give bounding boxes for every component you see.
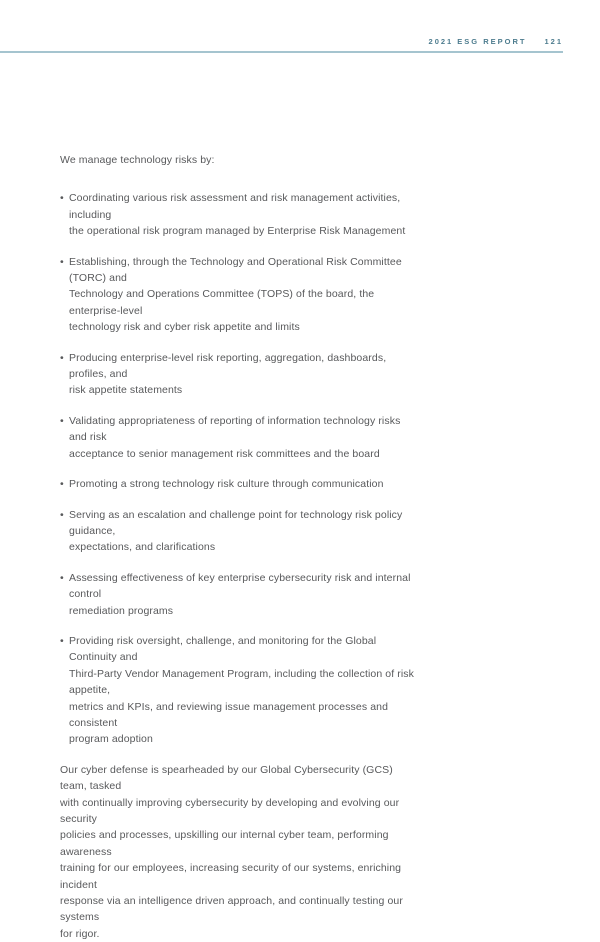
- bullet-text: [69, 413, 418, 462]
- bullet-item: [60, 633, 418, 748]
- bullet-marker: •: [60, 192, 64, 205]
- bullet-marker: •: [60, 571, 64, 584]
- bullet-marker: •: [60, 414, 64, 427]
- bullet-text: [69, 350, 418, 399]
- bullet-text-line: technology risk and cyber risk appetite and limits: [69, 321, 300, 334]
- bullet-text-line: Technology and Operations Committee (TOPS) of the board, the enterprise-level: [69, 288, 375, 317]
- bullet-text: [69, 633, 418, 748]
- bullet-text-line: Serving as an escalation and challenge point for technology risk policy guidance,: [69, 508, 403, 537]
- closing-paragraph: [60, 762, 418, 942]
- bullet-marker: •: [60, 351, 64, 364]
- bullet-text-line: Third-Party Vendor Management Program, including the collection of risk appetite,: [69, 667, 415, 697]
- paragraph-line: with continually improving cybersecurity by developing and evolving our security: [60, 796, 400, 825]
- bullet-text: [69, 507, 418, 556]
- header-text-row: [0, 37, 563, 46]
- bullet-marker: •: [60, 255, 64, 268]
- bullet-item: [60, 190, 418, 239]
- bullet-item: [60, 570, 418, 619]
- bullet-text-line: risk appetite statements: [69, 384, 183, 397]
- bullet-text-line: Producing enterprise-level risk reporting, aggregation, dashboards, profiles, and: [69, 351, 387, 381]
- bullet-text-line: metrics and KPIs, and reviewing issue management processes and consistent: [69, 700, 389, 729]
- paragraph-line: response via an intelligence driven approach, and continually testing our systems: [60, 895, 403, 924]
- bullet-item: [60, 350, 418, 399]
- page-body: [60, 152, 418, 942]
- bullet-text: [69, 254, 418, 336]
- paragraph-line: policies and processes, upskilling our internal cyber team, performing awareness: [60, 829, 389, 858]
- bullet-text-line: Assessing effectiveness of key enterprise cybersecurity risk and internal control: [69, 571, 411, 601]
- bullet-text-line: Providing risk oversight, challenge, and monitoring for the Global Continuity and: [69, 634, 377, 664]
- bullet-item: [60, 254, 418, 336]
- paragraph-line: Our cyber defense is spearheaded by our Global Cybersecurity (GCS) team, tasked: [60, 763, 393, 793]
- bullet-text: [69, 570, 418, 619]
- bullet-text-line: expectations, and clarifications: [69, 541, 216, 554]
- bullet-text-line: Validating appropriateness of reporting of information technology risks and risk: [69, 414, 401, 444]
- bullet-text-line: acceptance to senior management risk committees and the board: [69, 447, 380, 460]
- bullet-text-line: program adoption: [69, 733, 153, 746]
- bullet-text-line: the operational risk program managed by Enterprise Risk Management: [69, 225, 406, 238]
- report-title: 2021 ESG REPORT: [428, 37, 527, 46]
- paragraph-line: for rigor.: [60, 927, 100, 940]
- bullet-marker: •: [60, 634, 64, 647]
- page-number: 121: [544, 37, 563, 46]
- bullet-item: [60, 413, 418, 462]
- bullet-text-line: Promoting a strong technology risk culture through communication: [69, 478, 384, 491]
- bullet-text: [69, 190, 418, 239]
- bullet-text-line: remediation programs: [69, 604, 174, 617]
- bullet-text-line: Establishing, through the Technology and Operational Risk Committee (TORC) and: [69, 255, 402, 285]
- bullet-text-line: Coordinating various risk assessment and risk management activities, including: [69, 192, 401, 221]
- paragraph-line: training for our employees, increasing security of our systems, enriching incident: [60, 862, 402, 891]
- bullet-marker: •: [60, 508, 64, 521]
- bullet-text: [69, 476, 418, 492]
- bullet-item: [60, 476, 418, 492]
- header-rule: [0, 51, 563, 53]
- bullet-item: [60, 507, 418, 556]
- intro-text: We manage technology risks by:: [60, 154, 215, 166]
- bullet-marker: •: [60, 478, 64, 491]
